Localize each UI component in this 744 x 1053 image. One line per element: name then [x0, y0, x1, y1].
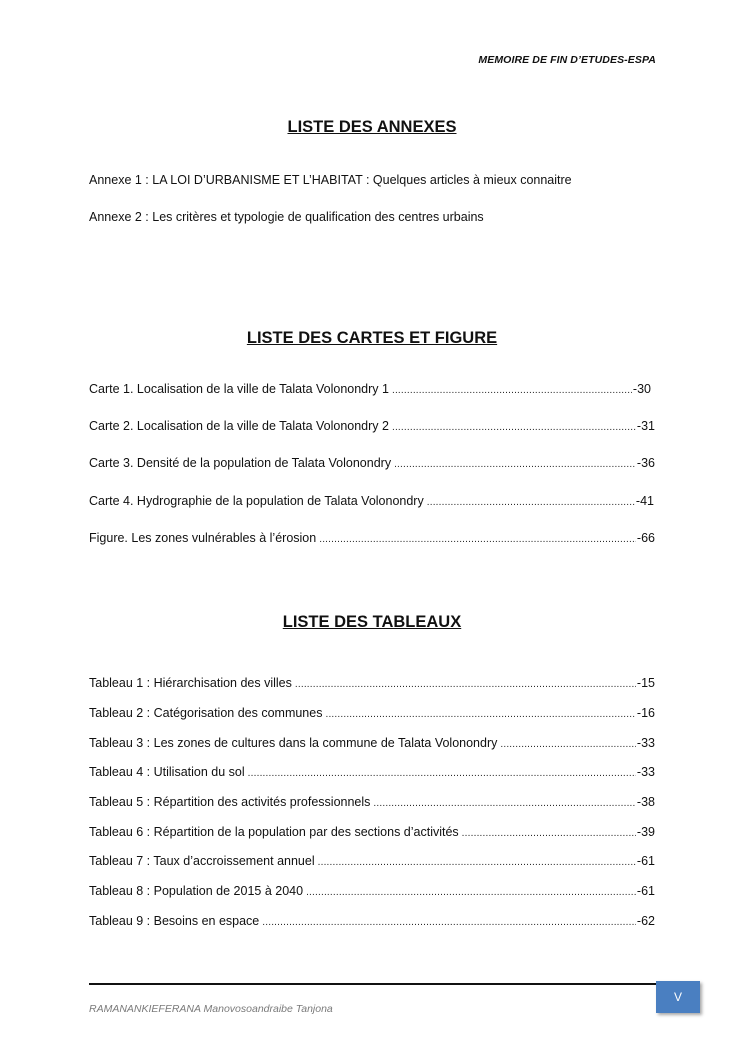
dot-leader	[319, 534, 636, 545]
toc-entry-tableau-8	[89, 884, 655, 898]
toc-label: Tableau 8 : Population de 2015 à 2040	[89, 884, 304, 898]
footer-author: RAMANANKIEFERANA Manovosoandraibe Tanjona	[89, 1003, 333, 1015]
dot-leader	[248, 768, 636, 779]
dot-leader	[306, 887, 636, 898]
dot-leader	[427, 497, 635, 508]
toc-entry-tableau-1	[89, 676, 655, 690]
toc-label: Tableau 3 : Les zones de cultures dans la commune de Talata Volonondry	[89, 736, 498, 750]
toc-page: -39	[636, 825, 655, 839]
toc-page: -62	[636, 914, 655, 928]
toc-entry-tableau-2	[89, 706, 655, 720]
footer-rule	[89, 983, 675, 985]
dot-leader	[262, 917, 636, 928]
dot-leader	[500, 739, 636, 750]
toc-page: -15	[636, 676, 655, 690]
toc-label: Tableau 4 : Utilisation du sol	[89, 765, 245, 779]
toc-page: -66	[636, 531, 655, 545]
toc-label: Carte 2. Localisation de la ville de Talata Volonondry 2	[89, 419, 389, 433]
toc-label: Figure. Les zones vulnérables à l’érosion	[89, 531, 317, 545]
toc-label: Tableau 7 : Taux d’accroissement annuel	[89, 854, 315, 868]
toc-entry-tableau-3	[89, 736, 655, 750]
toc-label: Tableau 1 : Hiérarchisation des villes	[89, 676, 292, 690]
toc-page: -41	[635, 494, 654, 508]
toc-page: -30	[632, 382, 651, 396]
toc-label: Carte 3. Densité de la population de Talata Volonondry	[89, 456, 392, 470]
dot-leader	[325, 709, 635, 720]
toc-entry-carte-2	[89, 419, 655, 433]
toc-label: Carte 1. Localisation de la ville de Talata Volonondry 1	[89, 382, 389, 396]
running-header: MEMOIRE DE FIN D’ETUDES-ESPA	[478, 54, 656, 66]
tableaux-title: LISTE DES TABLEAUX	[282, 613, 462, 631]
toc-label: Tableau 2 : Catégorisation des communes	[89, 706, 323, 720]
dot-leader	[373, 798, 636, 809]
dot-leader	[394, 459, 636, 470]
toc-entry-carte-4	[89, 494, 654, 508]
toc-page: -16	[636, 706, 655, 720]
toc-page: -38	[636, 795, 655, 809]
dot-leader	[462, 828, 636, 839]
toc-entry-tableau-4	[89, 765, 655, 779]
annexe-item: Annexe 1 : LA LOI D’URBANISME ET L’HABITAT : Quelques articles à mieux connaitre	[89, 173, 572, 187]
toc-label: Tableau 6 : Répartition de la population par des sections d’activités	[89, 825, 459, 839]
toc-entry-tableau-7	[89, 854, 655, 868]
toc-page: -61	[636, 884, 655, 898]
toc-entry-carte-1	[89, 382, 651, 396]
toc-page: -33	[636, 736, 655, 750]
toc-entry-tableau-9	[89, 914, 655, 928]
cartes-title: LISTE DES CARTES ET FIGURE	[246, 329, 498, 347]
annexes-title: LISTE DES ANNEXES	[287, 118, 457, 136]
toc-page: -61	[636, 854, 655, 868]
page-number-badge: V	[656, 981, 700, 1013]
toc-entry-carte-3	[89, 456, 655, 470]
toc-entry-tableau-5	[89, 795, 655, 809]
dot-leader	[392, 385, 632, 396]
dot-leader	[318, 857, 636, 868]
toc-page: -31	[636, 419, 655, 433]
toc-label: Tableau 9 : Besoins en espace	[89, 914, 260, 928]
dot-leader	[392, 422, 636, 433]
toc-page: -33	[636, 765, 655, 779]
toc-entry-tableau-6	[89, 825, 655, 839]
annexe-item: Annexe 2 : Les critères et typologie de qualification des centres urbains	[89, 210, 484, 224]
dot-leader	[295, 679, 636, 690]
toc-entry-figure	[89, 531, 655, 545]
toc-label: Tableau 5 : Répartition des activités professionnels	[89, 795, 371, 809]
toc-label: Carte 4. Hydrographie de la population de Talata Volonondry	[89, 494, 424, 508]
toc-page: -36	[636, 456, 655, 470]
